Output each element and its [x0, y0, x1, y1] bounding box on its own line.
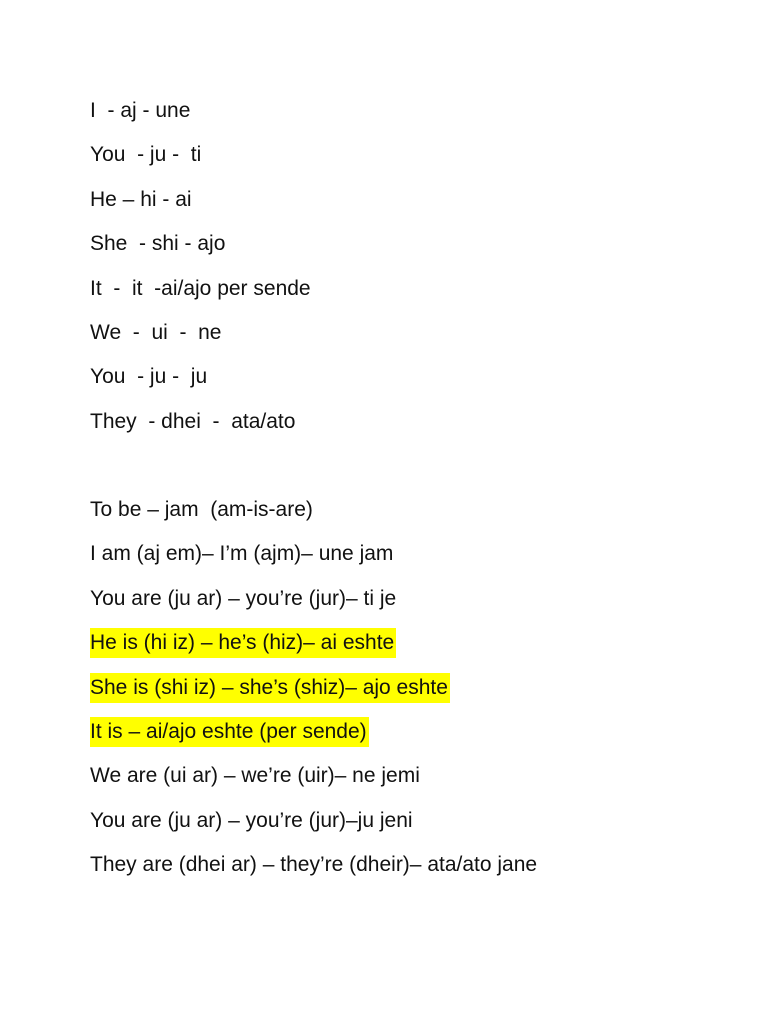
pronoun-list — [90, 96, 313, 451]
pronoun-line-you: You - ju - ti — [90, 143, 202, 167]
pronoun-line-she: She - shi - ajo — [90, 232, 226, 256]
to-be-line-we-are: We are (ui ar) – we’re (uir)– ne jemi — [90, 764, 420, 788]
to-be-line-i-am: I am (aj em)– I’m (ajm)– une jam — [90, 542, 394, 566]
pronoun-line-he: He – hi - ai — [90, 187, 192, 211]
pronoun-line-i: I - aj - une — [90, 99, 191, 122]
to-be-conjugation-list — [90, 495, 539, 895]
to-be-line-you-are: You are (ju ar) – you’re (jur)– ti je — [90, 586, 397, 610]
pronoun-line-they: They - dhei - ata/ato — [90, 409, 296, 433]
pronoun-line-you-plural: You - ju - ju — [90, 365, 208, 389]
pronoun-line-we: We - ui - ne — [90, 320, 222, 344]
to-be-line-you-are-plural: You are (ju ar) – you’re (jur)–ju jeni — [90, 808, 413, 832]
to-be-line-she-is-highlighted: She is (shi iz) – she’s (shiz)– ajo eshte — [90, 673, 539, 717]
to-be-line-they-are: They are (dhei ar) – they’re (dheir)– ata/ato jane — [90, 853, 538, 877]
pronoun-line-it: It - it -ai/ajo per sende — [90, 276, 311, 300]
to-be-line-it-is-highlighted: It is – ai/ajo eshte (per sende) — [90, 717, 539, 761]
to-be-heading: To be – jam (am-is-are) — [90, 498, 313, 521]
to-be-line-he-is-highlighted: He is (hi iz) – he’s (hiz)– ai eshte — [90, 628, 539, 672]
